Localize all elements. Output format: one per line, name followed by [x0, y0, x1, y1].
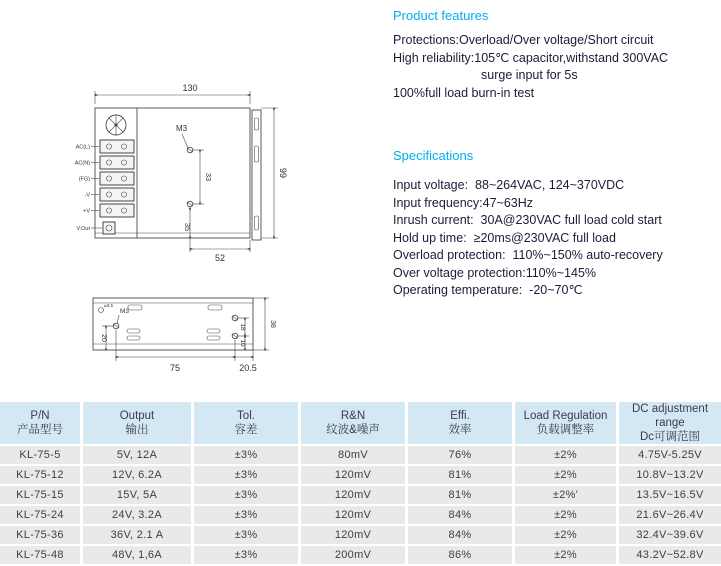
column-header-zh: 输出 — [125, 424, 149, 436]
column-header — [619, 402, 721, 444]
table-cell: 120mV — [301, 486, 405, 504]
table-cell: 200mV — [301, 546, 405, 564]
front-view — [75, 83, 288, 263]
table-cell: 81% — [408, 466, 512, 484]
column-header-en: Effi. — [450, 410, 470, 422]
terminal-label: -V — [84, 192, 90, 199]
feature-line: surge input for 5s — [481, 68, 578, 82]
front-hole-right-dim: 52 — [214, 253, 226, 263]
table-cell: KL-75-36 — [0, 526, 80, 544]
table-cell: ±2% — [515, 446, 616, 464]
table-cell: ±3% — [194, 526, 298, 544]
terminal-label: +V — [83, 208, 90, 215]
front-m3-label: M3 — [176, 124, 188, 133]
table-cell: ±3% — [194, 486, 298, 504]
bottom-right-dim: 20.5 — [239, 363, 257, 373]
bottom-right-hole-upper-dim: 18 — [239, 323, 246, 331]
column-header-zh: 纹波&噪声 — [326, 424, 380, 436]
column-header — [408, 402, 512, 444]
terminal-label: AC(L) — [75, 144, 90, 151]
spec-line: Hold up time: ≥20ms@230VAC full load — [393, 230, 616, 245]
spec-line: Overload protection: 110%~150% auto-recovery — [393, 248, 663, 262]
terminal-block — [100, 204, 134, 217]
table-cell: 4.75V-5.25V — [619, 446, 721, 464]
table-cell: 43.2V~52.8V — [619, 546, 721, 564]
terminal-label: (FG) — [78, 176, 90, 183]
column-header — [515, 402, 616, 444]
feature-line: Protections:Overload/Over voltage/Short circuit — [393, 33, 654, 47]
table-cell: ±3% — [194, 506, 298, 524]
table-cell: 80mV — [301, 446, 405, 464]
table-cell: 120mV — [301, 526, 405, 544]
table-cell: ±2% — [515, 546, 616, 564]
spec-line: Inrush current: 30A@230VAC full load cold start — [393, 213, 662, 227]
table-cell: 24V, 3.2A — [83, 506, 191, 524]
table-cell: 12V, 6.2A — [83, 466, 191, 484]
column-header-en: Load Regulation — [523, 410, 608, 422]
front-width-dim: 130 — [182, 83, 198, 93]
table-cell: 48V, 1,6A — [83, 546, 191, 564]
column-header-en: Tol. — [237, 410, 255, 422]
column-header-zh: 负载调整率 — [536, 424, 595, 436]
table-cell: 36V, 2.1 A — [83, 526, 191, 544]
front-hole-spacing-dim: 33 — [204, 172, 213, 182]
column-header-zh: Dc可调范围 — [639, 431, 701, 443]
bottom-m3-label: M3 — [120, 308, 130, 315]
product-features-title: Product features — [393, 8, 489, 23]
spec-line: Over voltage protection:110%~145% — [393, 265, 597, 280]
specifications-section — [393, 148, 721, 300]
column-header — [83, 402, 191, 444]
pilot-hole — [99, 308, 104, 313]
side-flange — [252, 110, 261, 240]
terminal-block — [100, 140, 134, 153]
table-cell: 81% — [408, 486, 512, 504]
table-cell: ±3% — [194, 446, 298, 464]
fan-icon — [106, 115, 126, 135]
column-header-en: Output — [119, 410, 155, 422]
terminal-label: AC(N) — [74, 160, 90, 167]
terminal-label: V.Out — [76, 226, 90, 232]
column-header — [194, 402, 298, 444]
front-hole-bottom-dim: 35 — [183, 222, 192, 232]
table-cell: KL-75-24 — [0, 506, 80, 524]
bottom-hole-label: ⌀3.5 — [104, 303, 113, 308]
table-cell: ±3% — [194, 466, 298, 484]
table-cell: 5V, 12A — [83, 446, 191, 464]
spec-line: Input voltage: 88~264VAC, 124~370VDC — [393, 178, 625, 192]
feature-line: High reliability:105℃ capacitor,withstand 300VAC — [393, 50, 669, 65]
column-header-zh: 容差 — [234, 424, 258, 436]
column-header-zh: 产品型号 — [17, 424, 63, 436]
column-header-en: P/N — [30, 410, 50, 422]
table-cell: 32.4V~39.6V — [619, 526, 721, 544]
table-cell: 84% — [408, 506, 512, 524]
column-header — [0, 402, 80, 444]
table-cell: KL-75-12 — [0, 466, 80, 484]
table-cell: 13.5V~16.5V — [619, 486, 721, 504]
table-cell: 120mV — [301, 466, 405, 484]
table-cell: KL-75-48 — [0, 546, 80, 564]
table-cell: 86% — [408, 546, 512, 564]
table-cell: 10.8V~13.2V — [619, 466, 721, 484]
table-cell: 21.6V~26.4V — [619, 506, 721, 524]
model-spec-table — [0, 402, 721, 564]
bottom-height-dim: 38 — [269, 320, 276, 328]
table-grid — [0, 402, 721, 564]
voltage-adjust-pot — [103, 222, 115, 234]
table-cell: 120mV — [301, 506, 405, 524]
table-cell: 15V, 5A — [83, 486, 191, 504]
specifications-title: Specifications — [393, 148, 474, 163]
terminal-block — [100, 188, 134, 201]
feature-line: 100%full load burn-in test — [393, 85, 535, 100]
table-cell: KL-75-5 — [0, 446, 80, 464]
table-cell: 84% — [408, 526, 512, 544]
column-header-en: R&N — [340, 410, 366, 422]
table-cell: ±3% — [194, 546, 298, 564]
column-header-zh: 效率 — [448, 424, 472, 436]
spec-line: Input frequency:47~63Hz — [393, 195, 534, 210]
column-header-en: DC adjustment range — [631, 403, 709, 429]
spec-line: Operating temperature: -20~70℃ — [393, 283, 583, 297]
table-cell: ±2% — [515, 506, 616, 524]
table-cell: KL-75-15 — [0, 486, 80, 504]
bottom-view — [93, 298, 276, 373]
table-cell: ±2%' — [515, 486, 616, 504]
bottom-left-hole-dim: 20 — [100, 334, 107, 342]
front-height-dim: 99 — [278, 167, 288, 179]
table-cell: ±2% — [515, 466, 616, 484]
product-features-section — [393, 8, 721, 102]
bottom-width-dim: 75 — [169, 363, 181, 373]
table-cell: ±2% — [515, 526, 616, 544]
bottom-right-hole-lower-dim: 10 — [239, 339, 246, 347]
table-cell: 76% — [408, 446, 512, 464]
dimension-drawings — [40, 78, 320, 393]
terminal-block — [100, 156, 134, 169]
terminal-block — [100, 172, 134, 185]
column-header — [301, 402, 405, 444]
